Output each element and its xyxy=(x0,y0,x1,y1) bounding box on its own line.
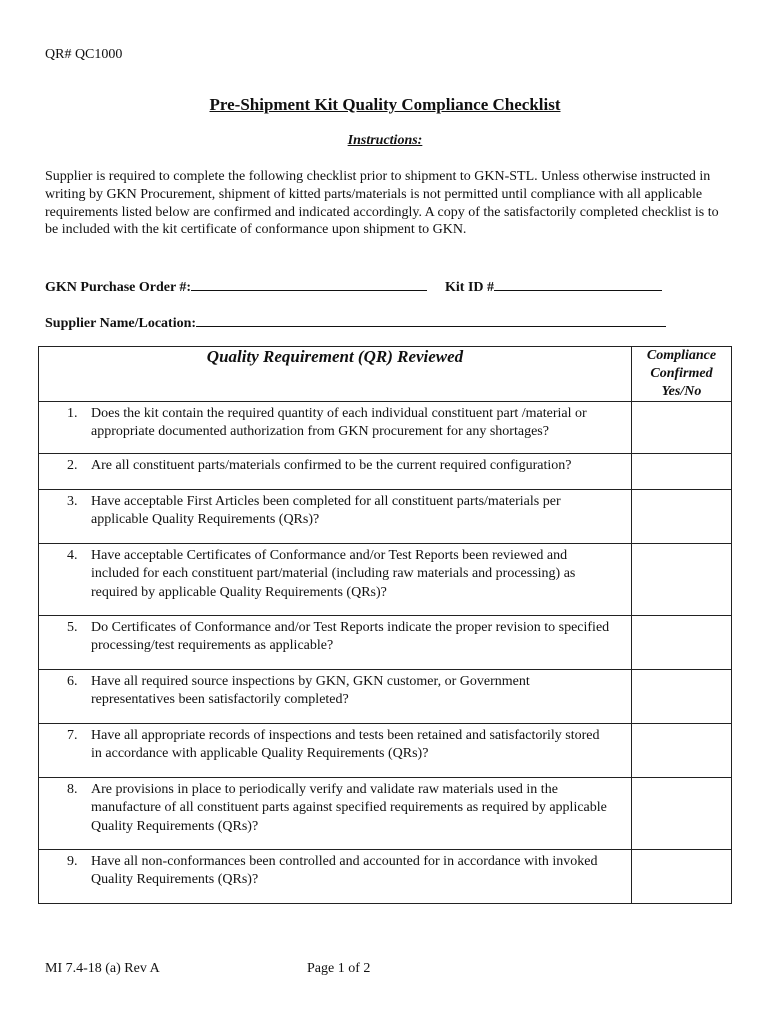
table-row xyxy=(39,724,732,778)
compliance-header-line: Confirmed xyxy=(650,366,713,381)
table-row xyxy=(39,670,732,724)
item-number: 9. xyxy=(67,854,78,869)
item-text: Does the kit contain the required quantity of each individual constituent part /material or appropriate documented authorization from GKN procurement for any shortages? xyxy=(91,406,587,440)
po-field xyxy=(45,276,427,296)
requirement-cell xyxy=(39,490,632,544)
compliance-header-line: Yes/No xyxy=(661,384,702,399)
item-text: Have all required source inspections by GKN, GKN customer, or Government representatives been satisfactorily completed? xyxy=(91,674,530,708)
compliance-header-line: Compliance xyxy=(646,348,717,363)
table-row xyxy=(39,850,732,904)
page-title: Pre-Shipment Kit Quality Compliance Checklist xyxy=(209,95,561,114)
kit-id-label: Kit ID # xyxy=(445,280,494,295)
item-number: 1. xyxy=(67,406,78,421)
item-number: 3. xyxy=(67,494,78,509)
requirement-column-header: Quality Requirement (QR) Reviewed xyxy=(39,347,632,402)
item-number: 4. xyxy=(67,548,78,563)
item-text: Have acceptable Certificates of Conformance and/or Test Reports been reviewed and included for each constituent part/material (including raw materials and processing) as required by applicable Quality Requirements (QRs)? xyxy=(91,548,576,600)
compliance-cell[interactable] xyxy=(632,724,732,778)
table-row xyxy=(39,616,732,670)
po-input-line[interactable] xyxy=(191,276,427,291)
item-text: Are provisions in place to periodically verify and validate raw materials used in the manufacture of all constituent parts against specified requirements as required by applicable Quality Requirements (QRs)? xyxy=(91,782,607,834)
requirement-cell xyxy=(39,778,632,850)
kit-id-input-line[interactable] xyxy=(494,276,662,291)
item-text: Have all non-conformances been controlled and accounted for in accordance with invoked Quality Requirements (QRs)? xyxy=(91,854,598,888)
compliance-cell[interactable] xyxy=(632,616,732,670)
requirement-cell xyxy=(39,454,632,490)
compliance-cell[interactable] xyxy=(632,490,732,544)
item-number: 6. xyxy=(67,674,78,689)
table-row xyxy=(39,778,732,850)
item-number: 5. xyxy=(67,620,78,635)
table-row xyxy=(39,544,732,616)
compliance-cell[interactable] xyxy=(632,670,732,724)
table-row xyxy=(39,454,732,490)
item-text: Have all appropriate records of inspections and tests been retained and satisfactorily stored in accordance with applicable Quality Requirements (QRs)? xyxy=(91,728,600,762)
supplier-field xyxy=(45,312,666,332)
compliance-column-header xyxy=(632,347,732,402)
table-row xyxy=(39,402,732,454)
instructions-text: Supplier is required to complete the following checklist prior to shipment to GKN-STL. Unless otherwise instructed in writing by GKN Procurement, shipment of kitted parts/materials is not permitted until compliance with all applicable requirements listed below are confirmed and indicated accordingly. A copy of the satisfactorily completed checklist is to be included with the kit certificate of conformance upon shipment to GKN. xyxy=(45,169,719,238)
requirement-cell xyxy=(39,850,632,904)
footer-page-number: Page 1 of 2 xyxy=(307,961,371,976)
table-row xyxy=(39,490,732,544)
requirement-cell xyxy=(39,544,632,616)
requirement-cell xyxy=(39,670,632,724)
compliance-cell[interactable] xyxy=(632,850,732,904)
requirement-cell xyxy=(39,616,632,670)
compliance-cell[interactable] xyxy=(632,544,732,616)
compliance-cell[interactable] xyxy=(632,778,732,850)
item-number: 7. xyxy=(67,728,78,743)
requirement-cell xyxy=(39,724,632,778)
compliance-cell[interactable] xyxy=(632,454,732,490)
item-text: Have acceptable First Articles been completed for all constituent parts/materials per applicable Quality Requirements (QRs)? xyxy=(91,494,561,528)
supplier-label: Supplier Name/Location: xyxy=(45,316,197,331)
form-number: QR# QC1000 xyxy=(45,47,123,62)
footer-doc-ref: MI 7.4-18 (a) Rev A xyxy=(45,961,160,976)
item-number: 8. xyxy=(67,782,78,797)
compliance-cell[interactable] xyxy=(632,402,732,454)
item-number: 2. xyxy=(67,458,78,473)
requirement-cell xyxy=(39,402,632,454)
checklist-table xyxy=(38,346,732,904)
item-text: Do Certificates of Conformance and/or Test Reports indicate the proper revision to specified processing/test requirements as applicable? xyxy=(91,620,610,654)
table-header-row xyxy=(39,347,732,402)
item-text: Are all constituent parts/materials confirmed to be the current required configuration? xyxy=(91,458,572,473)
kit-id-field xyxy=(445,276,662,296)
supplier-input-line[interactable] xyxy=(196,312,666,327)
instructions-heading: Instructions: xyxy=(347,133,423,148)
po-label: GKN Purchase Order #: xyxy=(45,280,192,295)
